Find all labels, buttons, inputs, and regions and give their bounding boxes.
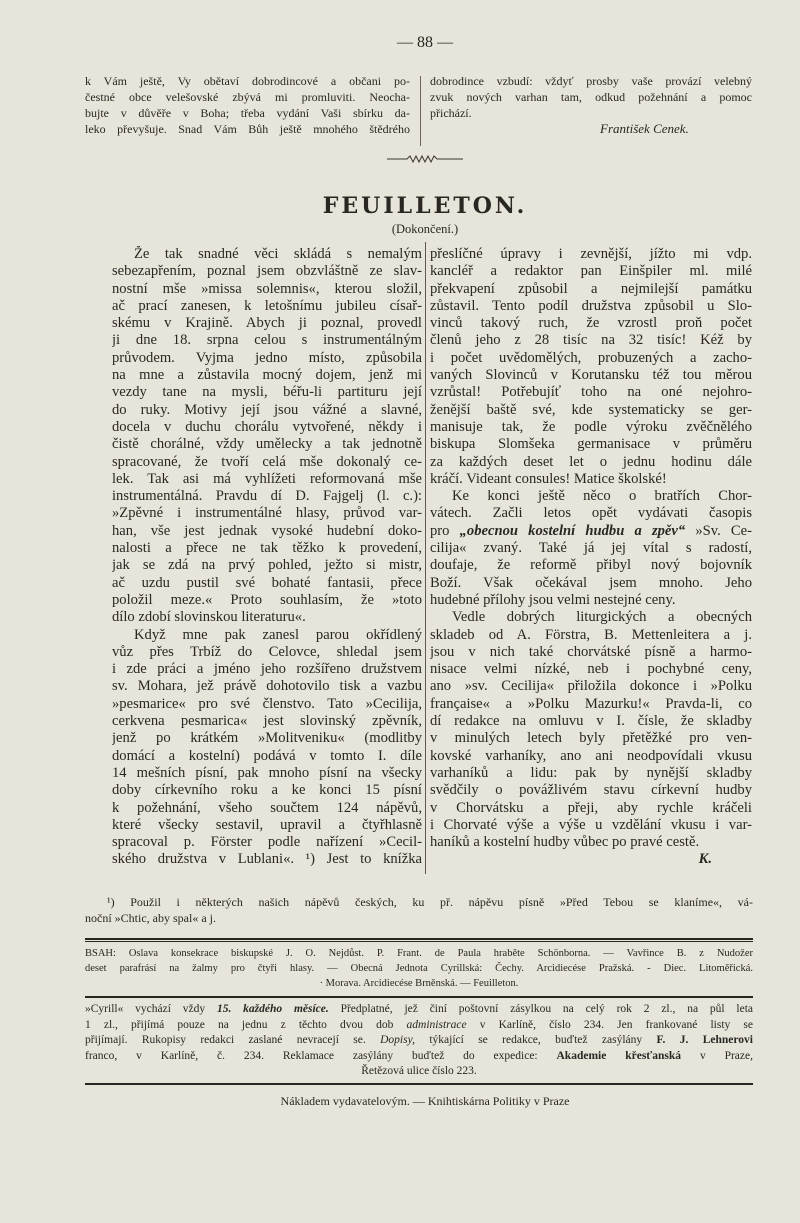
text-segment: pro <box>430 522 460 539</box>
text-line: Boží. Však očekával jsem mnoho. Jeho <box>430 574 752 591</box>
text-line: překvapení způsobil a nejmilejší památku <box>430 280 752 297</box>
text-line: manisuje tak, že podle výroku zvěčnělého <box>430 418 752 435</box>
text-line: za každých deset let o jednu hodinu dále <box>430 453 752 470</box>
text-line: kancléř a redaktor pan Einšpiler ml. milé <box>430 263 752 280</box>
text-line: instrumentálná. Pravdu dí D. Fajgelj (l. c.): <box>112 488 422 505</box>
text-line: nalosti a přece ne tak těžko k provedení, <box>112 540 422 557</box>
text-line: v minulých letech byly přetěžké pro ven- <box>430 730 752 747</box>
text-line: přeslíčné úpravy i zevnější, jížto mi vdp. <box>430 246 752 262</box>
printer-footer: Nákladem vydavatelovým. — Knihtiskárna Politiky v Praze <box>280 1094 570 1108</box>
text-line: čestné obce velešovské zbývá mi promluviti. Neocha- <box>85 90 410 104</box>
text-line: spracované, že tvoří celá mše dokonalý ce- <box>112 453 422 470</box>
text-line: ského družstva v Lublani«. ¹) Jest to knížka <box>112 851 422 868</box>
text-segment: »Sv. Ce- <box>685 522 752 539</box>
text-line: ač uzdu pustil své bohaté fantasii, přece <box>112 574 422 591</box>
text-line: nostní mše »missa solemnis«, kterou složil, <box>112 280 422 297</box>
text-line: ji dne 18. srpna celou s instrumentálným <box>112 332 422 349</box>
text-line: cerkvena pesmarica« jest slovinský zpěvník, <box>112 713 422 730</box>
text-segment: Předplatné, jež činí poštovní zásylkou na celý rok 2 zl., na půl leta <box>328 1003 753 1015</box>
text-line: ženější baště své, kde systematicky se ger- <box>430 401 752 418</box>
rule <box>85 938 753 940</box>
text-segment: franco, v Karlíně, č. 234. Reklamace zasýlány buďtež do expedice: <box>85 1049 557 1062</box>
text-line: ač prací zanesen, k letošnímu jubileu císař- <box>112 297 422 314</box>
text-line: skladeb od A. Förstra, B. Mettenleitera a j. <box>430 626 752 643</box>
text-line: které všecky sestavil, upravil a čtyřhlasně <box>112 816 422 833</box>
text-line: vátech. Začli letos opět vydávati časopis <box>430 505 752 522</box>
top-left-column <box>85 73 410 137</box>
text-line: kovské varhaníky, ano ani neodpovídali vkusu <box>430 747 752 764</box>
publication-info <box>85 1002 753 1080</box>
table-of-contents <box>85 946 753 991</box>
text-line: deset parafrásí na žalmy pro čtyři hlasy. — Obecná Jednota Cyrillská: Čechy. Arcidiecése Pražská. - Diec. Litoměřická. <box>85 963 753 974</box>
text-line: přichází. <box>430 106 472 120</box>
text-line: lek. Tak asi má vyhlížeti reformovaná mše <box>112 470 422 487</box>
text-line <box>85 1049 753 1065</box>
text-line: française« a »Polku Mazurku!« Pravda-li, co <box>430 695 752 712</box>
top-right-column <box>430 73 752 121</box>
text-line: BSAH: Oslava konsekrace biskupské J. O. Nejdůst. P. Frant. de Paula hraběte Schönborna. — Vavřince B. z Nudožer <box>85 948 753 959</box>
text-line: leko převyšuje. Snad Vám Bůh ještě mnohého štědrého <box>85 122 410 136</box>
text-line: sebezapřením, poznal jsem obzvláštně ze slav- <box>112 263 422 280</box>
text-line: hudebné přílohy jsou velmi nestejné ceny. <box>430 591 676 608</box>
text-line: i počet uvědomělých, probuzených a zacho- <box>430 349 752 366</box>
text-segment: 1 zl., přijímá pouze na jednu z těchto dvou dob <box>85 1018 407 1031</box>
text-line: zůstavil. Tento podíl družstva způsobil u Slo- <box>430 297 752 314</box>
text-line: jsou v nich také chorvátské písně a harmo- <box>430 643 752 660</box>
text-segment: „obecnou kostelní hudbu a zpěv“ <box>459 522 686 539</box>
text-segment: v Karlíně, číslo 234. Jen frankované listy se <box>466 1018 753 1031</box>
ornament-divider <box>385 154 465 164</box>
text-line: v Chorvátsku a přeji, aby rychle kráčeli <box>430 799 752 816</box>
text-line: »pesmarice« pro své členstvo. Tato »Cecilija, <box>112 695 422 712</box>
text-line: »Zpěvné i instrumentálné hlasy, průvod var- <box>112 505 422 522</box>
rule <box>85 941 753 942</box>
section-subtitle: (Dokončení.) <box>391 222 459 236</box>
signature-k: K. <box>698 851 712 868</box>
text-line: han, vše jest jednak vysoké hudební doko- <box>112 522 422 539</box>
text-line: Že tak snadné věci skládá s nemalým <box>134 246 422 262</box>
text-segment: týkající se redakce, buďtež zasýlány <box>414 1034 657 1046</box>
text-line: k Vám ještě, Vy obětaví dobrodincové a občani po- <box>85 74 410 88</box>
text-line: svědčily o povážlivém stavu církevní hudby <box>430 782 752 799</box>
text-line: doufaje, že reformě přibyl nový bojovník <box>430 557 752 574</box>
text-line: Když mne pak zanesl parou okřídlený <box>134 626 422 643</box>
text-line: do ruky. Motivy její jsou vážné a slavné, <box>112 401 422 418</box>
text-line <box>85 1033 753 1049</box>
text-line: dí redakce na omluvu v I. čísle, že skladby <box>430 713 752 730</box>
text-line: skému v Krajině. Abych ji poznal, provedl <box>112 315 422 332</box>
text-line: Ke konci ještě něco o bratřích Chor- <box>452 488 752 505</box>
text-line: i Chorvaté výše a výše u vzdělání vkusu i var- <box>430 816 752 833</box>
text-line <box>85 1018 753 1034</box>
text-line: vaných Slovinců v Korutansku též tou měrou <box>430 367 752 384</box>
text-line: na mne a zůstavila mocný dojem, jenž mi <box>112 367 422 384</box>
text-line: doby církevního roku a ke konci 15 písní <box>112 782 422 799</box>
text-line: členů jeho z 28 tisíc na 32 tisíc! Kéž by <box>430 332 752 349</box>
text-segment: v Praze, <box>681 1049 753 1062</box>
text-segment: administrace <box>406 1018 467 1031</box>
text-line: Vedle dobrých liturgických a obecných <box>452 609 752 626</box>
text-line: docela v duchu chorálu vytvořené, někdy i <box>112 418 422 435</box>
text-line: sv. Mohara, jež právě dohotovilo tisk a vazbu <box>112 678 422 695</box>
text-segment: F. J. Lehnerovi <box>656 1034 753 1046</box>
page-number: — 88 — <box>397 34 453 51</box>
text-segment: Akademie křesťanská <box>556 1049 682 1062</box>
text-line: průvodem. Vyjma jedno místo, způsobila <box>112 349 422 366</box>
text-line: noční »Chtic, aby spal« a j. <box>85 911 216 925</box>
text-line: nisace velmi nízké, neb i pochybné ceny, <box>430 661 752 678</box>
text-segment: »Cyrill« vychází vždy <box>85 1003 217 1015</box>
text-segment: přijímají. Rukopisy redakci zaslané nevracejí se. <box>85 1034 381 1046</box>
text-line: · Morava. Arcidiecése Brněnská. — Feuilleton. <box>319 978 519 989</box>
text-line: položil meze.« Proto souhlasím, že »toto <box>112 591 422 608</box>
text-segment: Dopisy, <box>380 1034 415 1046</box>
text-line: varhaníků a lidu: pak by nynější skladby <box>430 764 752 781</box>
text-line <box>430 523 752 540</box>
text-line: spracoval p. Förster podle nařízení »Cecil- <box>112 834 422 851</box>
feuilleton-right-column <box>430 246 752 869</box>
text-line: zvuk nových varhan tam, odkud požehnání a pomoc <box>430 90 752 104</box>
text-line: čistě chorálné, vždy umělecky a tak jednotně <box>112 436 422 453</box>
text-line: jak se zdá na prvý pohled, ježto si mistr, <box>112 557 422 574</box>
text-line: vezdy tane na mysli, béřu-li partituru její <box>112 384 422 401</box>
text-line: vinců takový ruch, že vzrostl proň počet <box>430 315 752 332</box>
text-line: cilija« zvaný. Také já jej vítal s radostí, <box>430 540 752 557</box>
text-line: ¹) Použil i některých našich nápěvů českých, ku př. nápěvu písně »Před Tebou se klaníme«, vá- <box>107 895 753 909</box>
rule <box>85 996 753 998</box>
text-line: dílo zdobí slovinskou literaturu«. <box>112 609 306 626</box>
text-line: kráčí. Videant consules! Matice školské! <box>430 470 667 487</box>
column-divider <box>425 242 426 874</box>
footnote <box>85 894 753 926</box>
text-line: Řetězová ulice číslo 223. <box>361 1065 477 1077</box>
text-line: vůz přes Trbíž do Celovce, shledal jsem <box>112 643 422 660</box>
section-title: FEUILLETON. <box>322 193 528 219</box>
text-line: k požehnání, všeho součtem 124 nápěvů, <box>112 799 422 816</box>
text-line: biskupa Slomšeka germanisace v průměru <box>430 436 752 453</box>
text-line: haníků a kostelní hudby vůbec po pravé cestě. <box>430 834 700 851</box>
text-line: jenž po krátkém »Molitveniku« (modlitby <box>112 730 422 747</box>
text-line: 14 mešních písní, pak mnoho písní na všecky <box>112 764 422 781</box>
text-line: bujte v důvěře v Boha; třeba vydání Vaši sbírku da- <box>85 106 410 120</box>
rule <box>85 1083 753 1085</box>
text-line: ano »sv. Cecilija« přiložila dokonce i »Polku <box>430 678 752 695</box>
text-line: vzrůstal! Potřebujíť toho na oné nejohro- <box>430 384 752 401</box>
text-line: i zde práci a jméno jeho rozšířeno družstvem <box>112 661 422 678</box>
text-line: domácí a kostelní) podává v tomto I. díle <box>112 747 422 764</box>
column-divider <box>420 76 421 146</box>
feuilleton-left-column <box>112 246 422 869</box>
text-line: dobrodince vzbudí: vždyť prosby vaše provází velebný <box>430 74 752 88</box>
text-segment: 15. každého měsíce. <box>216 1003 329 1015</box>
text-line <box>85 1002 753 1018</box>
signature-frantisek-cenek: František Cenek. <box>600 121 689 136</box>
